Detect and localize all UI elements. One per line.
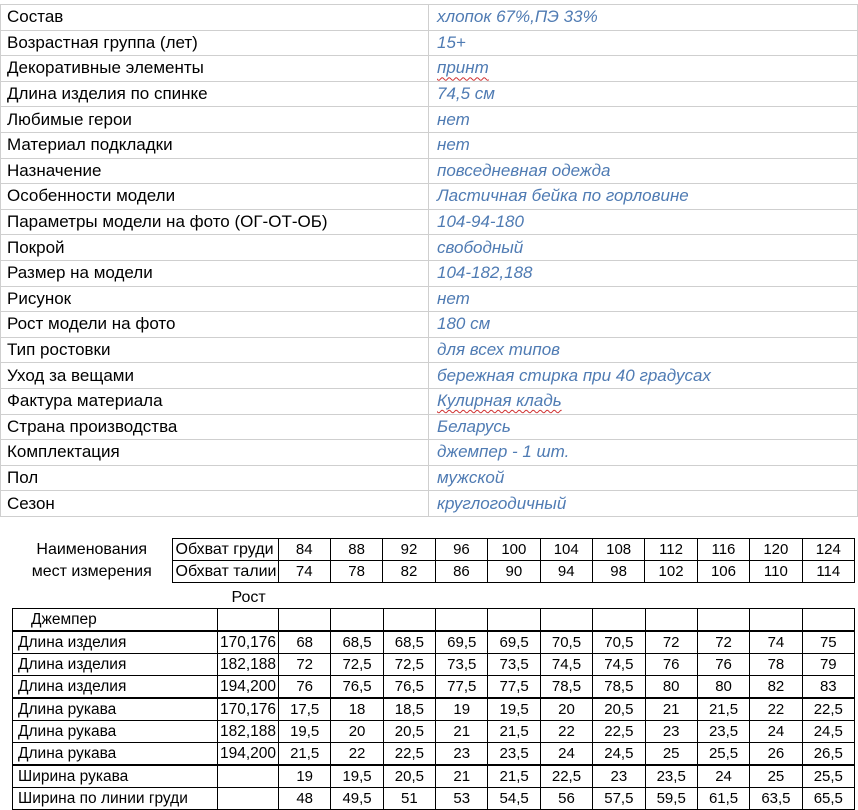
attribute-row [1,465,858,491]
measurement-label: Ширина по линии груди [13,788,218,810]
measurement-value: 68 [279,631,331,654]
attribute-label: Размер на модели [1,260,429,286]
measurement-value: 79 [802,654,854,676]
measurement-value: 23,5 [697,721,749,743]
attribute-value: Кулирная кладь [429,388,858,414]
attribute-label: Рисунок [1,286,429,312]
measurement-value: 22 [750,698,802,721]
measurement-value: 76 [279,676,331,699]
measurement-value: 77,5 [436,676,488,699]
attribute-label: Покрой [1,235,429,261]
chest-value: 108 [592,539,644,561]
measurement-value: 73,5 [488,654,540,676]
chest-value: 120 [750,539,802,561]
waist-value: 94 [540,561,592,583]
attribute-value: 104-94-180 [429,209,858,235]
measurement-label: Ширина рукава [13,765,218,788]
attribute-label: Материал подкладки [1,132,429,158]
waist-value: 114 [802,561,854,583]
measurement-label: Длина изделия [13,654,218,676]
chest-value: 124 [802,539,854,561]
measurement-value: 19 [279,765,331,788]
attribute-value: джемпер - 1 шт. [429,440,858,466]
size-chart-row [13,631,855,654]
measurement-value: 80 [645,676,697,699]
attribute-label: Возрастная группа (лет) [1,30,429,56]
attribute-row [1,184,858,210]
measurement-value: 56 [540,788,592,810]
measurement-value: 19,5 [279,721,331,743]
attribute-row [1,337,858,363]
attribute-row [1,491,858,517]
waist-value: 82 [383,561,435,583]
attribute-label: Пол [1,465,429,491]
attribute-value: принт [429,56,858,82]
height-range: 182,188 [218,654,279,676]
measurement-value: 21,5 [488,721,540,743]
measurement-value: 65,5 [802,788,854,810]
attribute-label: Параметры модели на фото (ОГ-ОТ-ОБ) [1,209,429,235]
attribute-label: Сезон [1,491,429,517]
measurement-value: 68,5 [383,631,435,654]
measurement-value: 74,5 [540,654,592,676]
measurement-value: 22 [331,743,383,766]
measurement-value: 76 [697,654,749,676]
measurement-value: 21,5 [697,698,749,721]
attribute-row [1,132,858,158]
attribute-label: Состав [1,5,429,31]
measurement-value: 78,5 [540,676,592,699]
height-range [218,765,279,788]
measurement-value: 48 [279,788,331,810]
attribute-row [1,107,858,133]
measurement-value: 76 [645,654,697,676]
measurement-value: 22 [540,721,592,743]
measurement-value: 78 [750,654,802,676]
measurement-names-title-line2: мест измерения [31,562,152,580]
attribute-label: Тип ростовки [1,337,429,363]
attribute-label: Уход за вещами [1,363,429,389]
waist-value: 86 [435,561,487,583]
attribute-row [1,81,858,107]
height-range: 170,176 [218,631,279,654]
attribute-value: для всех типов [429,337,858,363]
measurement-value: 26 [750,743,802,766]
measurement-value: 68,5 [331,631,383,654]
measurement-value: 70,5 [540,631,592,654]
measurement-value: 72,5 [383,654,435,676]
attribute-value: круглогодичный [429,491,858,517]
attribute-value: нет [429,132,858,158]
measurement-value: 72 [645,631,697,654]
chest-value: 112 [645,539,697,561]
measurement-value: 74,5 [593,654,645,676]
waist-value: 106 [697,561,749,583]
measurement-value: 61,5 [697,788,749,810]
height-range: 182,188 [218,721,279,743]
measurement-value: 72,5 [331,654,383,676]
size-chart-row [13,654,855,676]
attribute-label: Длина изделия по спинке [1,81,429,107]
size-chart-row [13,765,855,788]
measurement-value: 22,5 [540,765,592,788]
measurement-value: 21 [436,721,488,743]
attribute-label: Особенности модели [1,184,429,210]
measurement-value: 20 [540,698,592,721]
measurement-value: 73,5 [436,654,488,676]
waist-value: 98 [592,561,644,583]
measurement-value: 72 [279,654,331,676]
product-type-label: Джемпер [13,609,218,632]
measurement-value: 69,5 [488,631,540,654]
measurement-value: 20 [331,721,383,743]
size-chart-header [12,538,855,583]
measurement-value: 54,5 [488,788,540,810]
attribute-value: 104-182,188 [429,260,858,286]
measurement-label: Длина рукава [13,698,218,721]
measurement-label: Длина рукава [13,721,218,743]
height-range: 170,176 [218,698,279,721]
measurement-value: 21,5 [488,765,540,788]
measurement-value: 24 [750,721,802,743]
measurement-value: 21 [645,698,697,721]
attribute-value: мужской [429,465,858,491]
measurement-value: 69,5 [436,631,488,654]
attribute-row [1,5,858,31]
chest-value: 100 [488,539,540,561]
waist-value: 102 [645,561,697,583]
attribute-row [1,56,858,82]
measurement-names-title-line1: Наименования [36,540,148,558]
measurement-value: 83 [802,676,854,699]
measurement-value: 76,5 [331,676,383,699]
chest-value: 116 [697,539,749,561]
attribute-row [1,440,858,466]
attribute-label: Комплектация [1,440,429,466]
measurement-value: 78,5 [593,676,645,699]
chest-value: 92 [383,539,435,561]
measurement-value: 82 [750,676,802,699]
measurement-value: 20,5 [383,721,435,743]
attribute-row [1,363,858,389]
measurement-label: Длина изделия [13,676,218,699]
chest-value: 88 [330,539,382,561]
attribute-value: 180 см [429,312,858,338]
measurement-value: 25 [645,743,697,766]
measurement-value: 26,5 [802,743,854,766]
height-range: 194,200 [218,676,279,699]
attribute-row [1,158,858,184]
attribute-row [1,235,858,261]
attribute-value: Беларусь [429,414,858,440]
measurement-value: 80 [697,676,749,699]
attribute-value: 15+ [429,30,858,56]
measurement-value: 20,5 [593,698,645,721]
measurement-value: 74 [750,631,802,654]
height-range [218,788,279,810]
measurement-value: 25 [750,765,802,788]
height-range: 194,200 [218,743,279,766]
measurement-value: 22,5 [593,721,645,743]
measurement-value: 24,5 [802,721,854,743]
attribute-value: повседневная одежда [429,158,858,184]
measurement-value: 23 [436,743,488,766]
height-column-label: Рост [231,588,266,606]
measurement-value: 24 [697,765,749,788]
attribute-value: нет [429,286,858,312]
measurement-label: Длина изделия [13,631,218,654]
attribute-label: Декоративные элементы [1,56,429,82]
measurement-value: 23 [645,721,697,743]
chest-value: 96 [435,539,487,561]
measurement-value: 77,5 [488,676,540,699]
measurement-value: 76,5 [383,676,435,699]
measurement-value: 23,5 [645,765,697,788]
product-attributes-table [0,4,858,517]
measurement-value: 18 [331,698,383,721]
measurement-value: 72 [697,631,749,654]
chest-value: 84 [278,539,330,561]
waist-girth-label: Обхват талии [172,561,278,583]
attribute-row [1,286,858,312]
attribute-label: Любимые герои [1,107,429,133]
attribute-value: 74,5 см [429,81,858,107]
size-chart-row [13,676,855,699]
measurement-value: 53 [436,788,488,810]
attribute-label: Страна производства [1,414,429,440]
size-chart-row [13,743,855,766]
measurement-value: 22,5 [383,743,435,766]
attribute-value: свободный [429,235,858,261]
waist-value: 78 [330,561,382,583]
measurement-value: 19,5 [331,765,383,788]
measurement-label: Длина рукава [13,743,218,766]
waist-value: 110 [750,561,802,583]
attribute-label: Назначение [1,158,429,184]
measurement-value: 59,5 [645,788,697,810]
size-chart-body [12,587,855,810]
size-chart-row [13,721,855,743]
chest-value: 104 [540,539,592,561]
measurement-value: 25,5 [697,743,749,766]
measurement-value: 17,5 [279,698,331,721]
measurement-value: 25,5 [802,765,854,788]
measurement-value: 20,5 [383,765,435,788]
chest-girth-label: Обхват груди [172,539,278,561]
measurement-value: 23,5 [488,743,540,766]
measurement-value: 70,5 [593,631,645,654]
waist-value: 90 [488,561,540,583]
attribute-value: нет [429,107,858,133]
size-chart [12,538,855,810]
measurement-value: 19,5 [488,698,540,721]
attribute-label: Фактура материала [1,388,429,414]
attribute-row [1,209,858,235]
measurement-value: 21 [436,765,488,788]
measurement-value: 24,5 [593,743,645,766]
measurement-value: 22,5 [802,698,854,721]
attribute-row [1,312,858,338]
measurement-value: 23 [593,765,645,788]
size-chart-row [13,788,855,810]
size-chart-row [13,698,855,721]
measurement-value: 18,5 [383,698,435,721]
attribute-value: хлопок 67%,ПЭ 33% [429,5,858,31]
measurement-value: 49,5 [331,788,383,810]
measurement-value: 57,5 [593,788,645,810]
attribute-label: Рост модели на фото [1,312,429,338]
attribute-row [1,30,858,56]
attribute-row [1,260,858,286]
attribute-value: бережная стирка при 40 градусах [429,363,858,389]
attribute-value: Ластичная бейка по горловине [429,184,858,210]
waist-value: 74 [278,561,330,583]
attribute-row [1,388,858,414]
measurement-value: 63,5 [750,788,802,810]
measurement-value: 21,5 [279,743,331,766]
measurement-value: 19 [436,698,488,721]
measurement-value: 75 [802,631,854,654]
measurement-value: 51 [383,788,435,810]
attribute-row [1,414,858,440]
measurement-value: 24 [540,743,592,766]
